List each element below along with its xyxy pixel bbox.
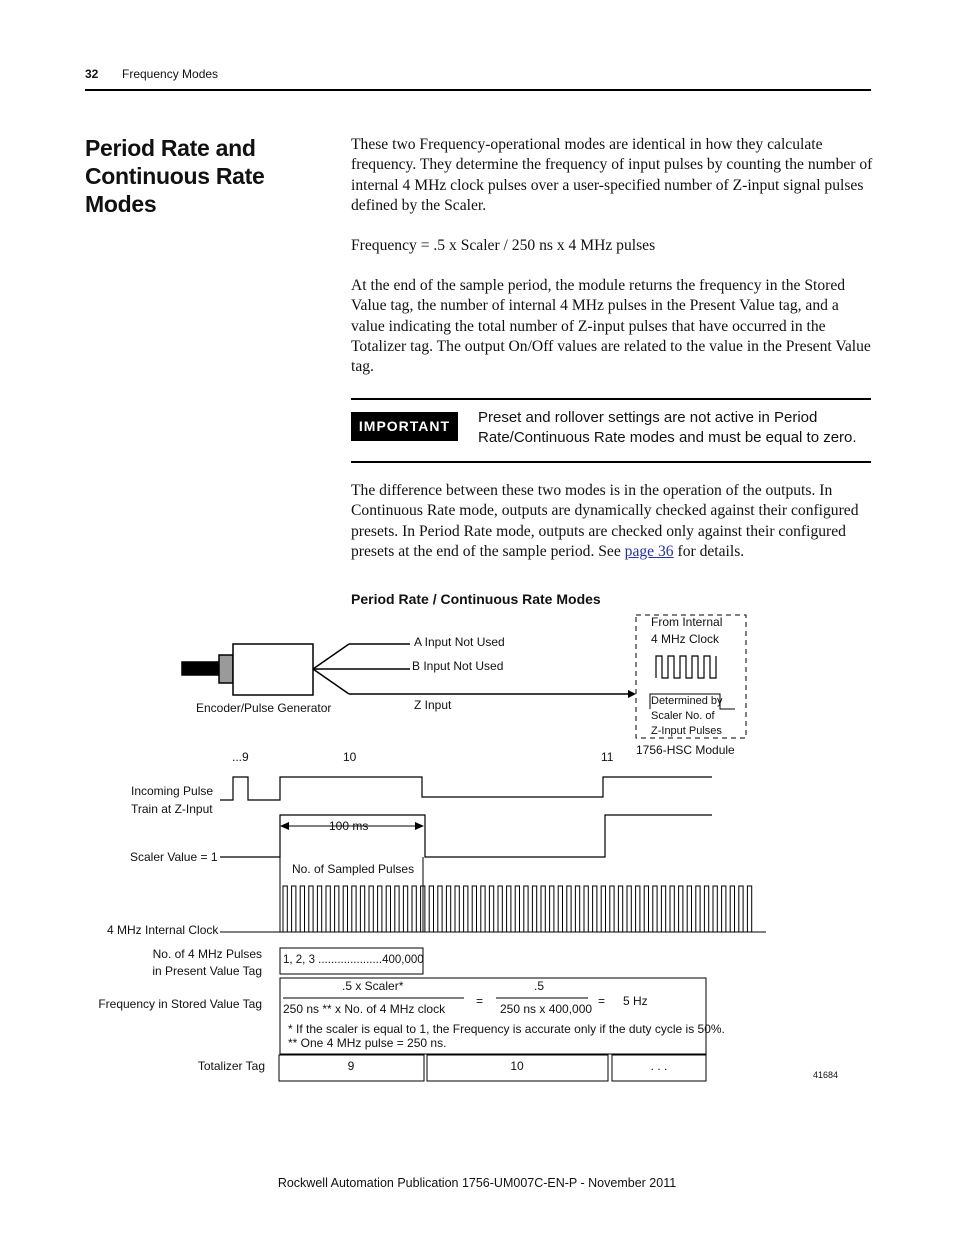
incoming-pulse-waveform xyxy=(220,777,712,800)
footnote-scaler: * If the scaler is equal to 1, the Frequency is accurate only if the duty cycle is 50%. xyxy=(288,1022,725,1036)
footer-publication: Rockwell Automation Publication 1756-UM007C-EN-P - November 2011 xyxy=(277,1176,677,1190)
tick-label-11: 11 xyxy=(601,750,614,764)
encoder-shaft xyxy=(219,655,233,683)
determined-label-3: Z-Input Pulses xyxy=(651,725,722,737)
incoming-label-1: Incoming Pulse xyxy=(131,784,214,798)
clock-source-label-2: 4 MHz Clock xyxy=(651,632,720,646)
stored-value-label: Frequency in Stored Value Tag xyxy=(98,997,262,1011)
difference-text-end: for details. xyxy=(673,542,745,560)
encoder-cable xyxy=(182,662,222,675)
b-input-label: B Input Not Used xyxy=(412,659,504,673)
encoder-body xyxy=(233,644,313,695)
formula-numerator: .5 x Scaler* xyxy=(342,979,404,993)
clock-label: 4 MHz Internal Clock xyxy=(107,923,219,937)
z-input-line xyxy=(313,669,349,694)
clock-waveform xyxy=(656,656,716,678)
module-label: 1756-HSC Module xyxy=(636,743,735,757)
important-badge: IMPORTANT xyxy=(351,412,458,441)
figure-title: Period Rate / Continuous Rate Modes xyxy=(351,591,601,607)
encoder-label: Encoder/Pulse Generator xyxy=(196,701,332,715)
difference-text: The difference between these two modes is in the operation of the outputs. In Continuous Rate mode, outputs are dynamically checked against their configured presets. In Period Rate mode, outputs are checked only against their configured presets at the end of the sample period. See xyxy=(351,482,859,560)
frequency-formula: Frequency = .5 x Scaler / 250 ns x 4 MHz pulses xyxy=(351,237,656,254)
determined-label-1: Determined by xyxy=(651,695,723,707)
running-header: Frequency Modes xyxy=(122,67,219,81)
internal-clock-waveform xyxy=(280,886,752,932)
totalizer-label: Totalizer Tag xyxy=(197,1059,265,1073)
section-title: Period Rate and Continuous Rate Modes xyxy=(85,135,265,217)
page-number: 32 xyxy=(85,67,99,81)
a-input-line xyxy=(313,644,349,669)
sample-period-paragraph: At the end of the sample period, the module returns the frequency in the Stored Value tag, the number of internal 4 MHz pulses in the Present Value tag, and a value indicating the total number of Z-input pulses that have occurred in the Totalizer tag. The output On/Off values are related to the value in the Present Value tag. xyxy=(351,277,871,376)
z-input-label: Z Input xyxy=(414,698,452,712)
scaler-label: Scaler Value = 1 xyxy=(130,850,218,864)
figure-id: 41684 xyxy=(813,1070,839,1080)
determined-label-2: Scaler No. of xyxy=(651,710,715,722)
equals-sign-1: = xyxy=(476,994,484,1008)
z-input-arrowhead xyxy=(628,690,636,698)
totalizer-value-1: 9 xyxy=(347,1059,355,1073)
formula-denominator: 250 ns ** x No. of 4 MHz clock xyxy=(283,1002,446,1016)
present-value-text: 1, 2, 3 ....................400,000 xyxy=(283,954,424,966)
duration-arrow-left xyxy=(280,822,289,830)
totalizer-value-3: . . . xyxy=(650,1059,668,1073)
sampled-pulses-label: No. of Sampled Pulses xyxy=(292,862,415,876)
scaler-waveform xyxy=(220,815,712,857)
tick-label-10: 10 xyxy=(343,750,357,764)
page-36-link[interactable]: page 36 xyxy=(624,542,674,560)
equals-sign-2: = xyxy=(598,994,606,1008)
result-value: 5 Hz xyxy=(623,994,648,1008)
clock-source-label-1: From Internal xyxy=(651,615,723,629)
important-text: Preset and rollover settings are not active in Period Rate/Continuous Rate modes and must be equal to zero. xyxy=(478,409,857,446)
tick-label-9: ...9 xyxy=(232,750,249,764)
duration-label: 100 ms xyxy=(329,819,369,833)
incoming-label-2: Train at Z-Input xyxy=(131,802,213,816)
example-numerator: .5 xyxy=(534,979,545,993)
present-value-label-2: in Present Value Tag xyxy=(152,964,262,978)
a-input-label: A Input Not Used xyxy=(414,635,505,649)
totalizer-value-2: 10 xyxy=(510,1059,524,1073)
present-value-label-1: No. of 4 MHz Pulses xyxy=(152,947,262,961)
example-denominator: 250 ns x 400,000 xyxy=(500,1002,593,1016)
footnote-pulse: ** One 4 MHz pulse = 250 ns. xyxy=(288,1036,447,1050)
intro-paragraph: These two Frequency-operational modes are identical in how they calculate frequency. They determine the frequency of input pulses by counting the number of internal 4 MHz clock pulses over a user-specified number of Z-input signal pulses defined by the Scaler. xyxy=(351,136,873,214)
duration-arrow-right xyxy=(415,822,424,830)
